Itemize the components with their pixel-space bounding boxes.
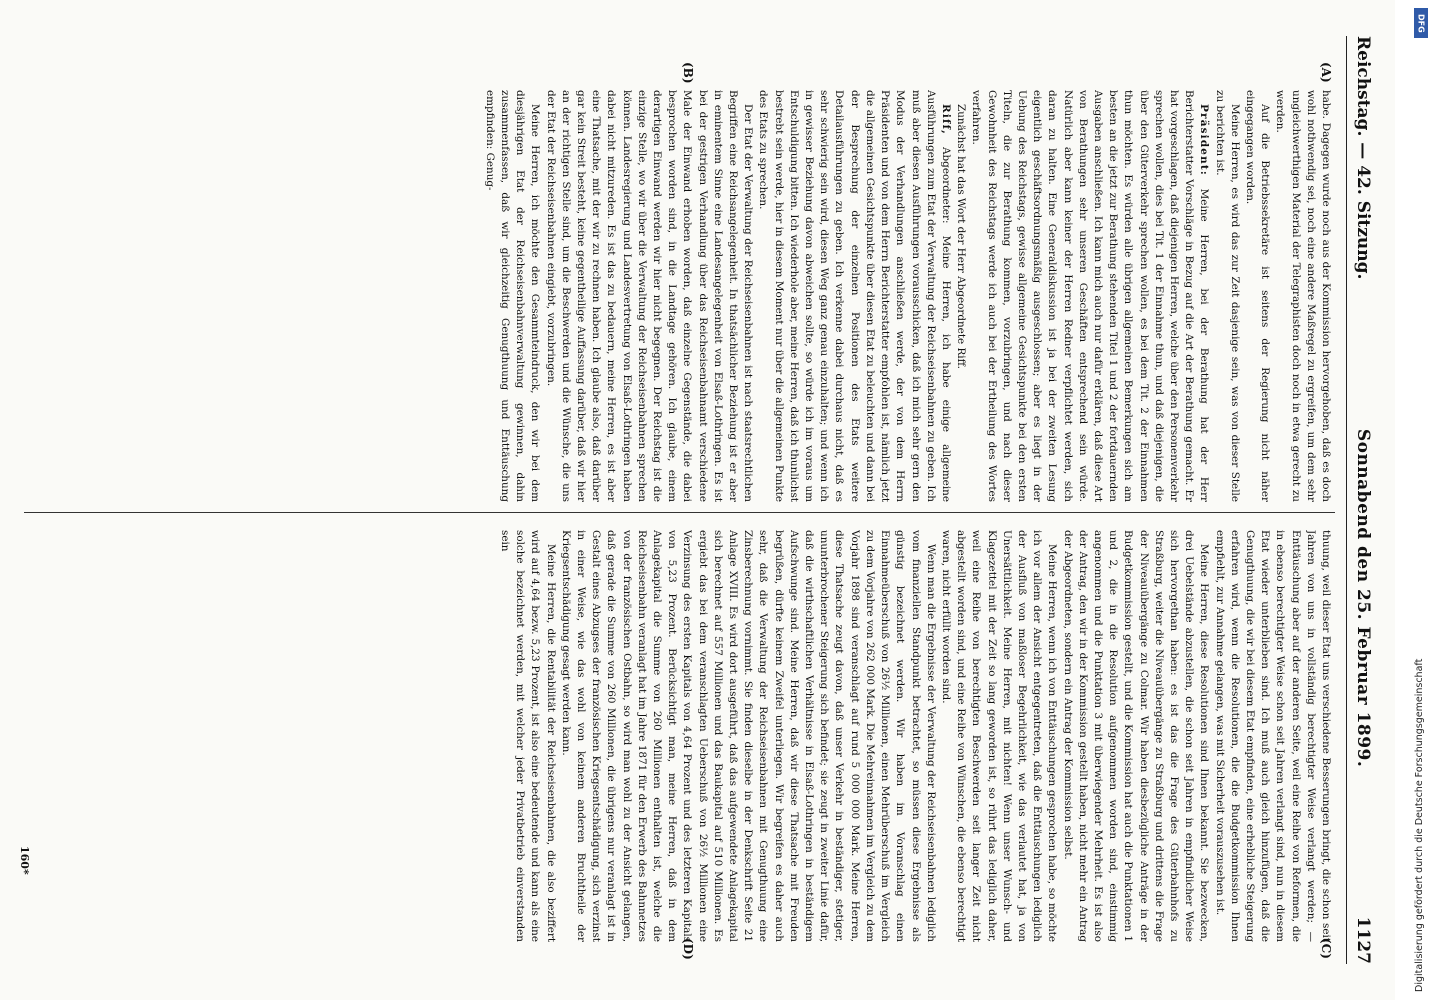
footer-number: 160*: [18, 846, 31, 875]
page-header: [1346, 36, 1377, 964]
paragraph: thuung, weil dieser Etat uns verschiedene Besserungen bringt, die schon seit Jahren von uns in vollständig berechtigter Weise verlangt werden; — Enttäuschung aber auf der anderen Seite, weil eine Reihe von Reformen, die in ebenso berechtigter Weise schon seit Jahren verlangt sind, nun in diesem Etat wieder unterblieben sind. Ich muß auch gleich hinzufügen, daß die Genugthuung, die wir bei diesem Etat empfinden, eine erhebliche Steigerung erfahren wird, wenn die Resolutionen, die die Budgetkommission Ihnen empfiehlt, zur Annahme gelangen, was mit Sicherheit vorauszusehen ist.: [1213, 530, 1332, 942]
paragraph: Meine Herren, es wird das zur Zeit dasjenige sein, was von dieser Stelle zu berichten ist.: [1213, 90, 1241, 502]
speech-text: Abgeordneter: Meine Herren, ich habe einige allgemeine Ausführungen zum Etat der Verwaltung der Reichseisenbahnen zu geben. Ich muß aber diesen Ausführungen vorausschicken, daß ich mich sehr gern den Modus der Verhandlungen anschließen werde, der von dem Herrn Präsidenten und von dem Herrn Berichterstatter empfohlen ist, nämlich jetzt die allgemeinen Gesichtspunkte über diesen Etat zu beleuchten und dann bei der Besprechung der einzelnen Positionen des Etats weitere Detailausführungen zu geben. Ich verkenne dabei durchaus nicht, daß es sehr schwierig sein wird, diesen Weg ganz genau einzuhalten; und wenn ich in gewisser Beziehung davon abweichen sollte, so würde ich im voraus um Entschuldigung bitten. Ich wiederhole aber, meine Herren, daß ich thunlichst bestrebt sein werde, hier in diesem Moment nur über die allgemeinen Punkte des Etats zu sprechen.: [757, 90, 952, 502]
dfg-logo: DFG: [1414, 8, 1428, 38]
margin-marker-a: (A): [1319, 62, 1333, 83]
paragraph: Auf die Betriebssekretäre ist seitens der Regierung nicht näher eingegangen worden.: [1243, 90, 1272, 502]
right-column: [20, 530, 1333, 942]
header-date: Sonnabend den 25. Februar 1899.: [1353, 428, 1373, 768]
paragraph: Wenn man die Ergebnisse der Verwaltung der Reichseisenbahnen lediglich vom finanziellen Standpunkt betrachtet, so müssen diese Ergebnisse als günstig bezeichnet werden. Wir haben im Voranschlag einen Einnahmeüberschuß von 26½ Millionen, einen Mehrüberschuß im Vergleich zu dem Vorjahre von 262 000 Mark. Die Mehreinnahmen im Vergleich zu dem Vorjahr 1898 sind veranschlagt auf rund 5 000 000 Mark. Meine Herren, diese Thatsache zeugt davon, daß unser Verkehr in beständiger, stetiger, ununterbrochener Steigerung sich befindet; sie zeugt in zweiter Linie dafür, daß die wirthschaftlichen Verhältnisse in Elsaß-Lothringen in beständigem Aufschwunge sind. Meine Herren, daß wir diese Thatsache mit Freuden begrüßen, dürfte keinem Zweifel unterliegen. Wir begreifen es daher auch sehr, daß die Verwaltung der Reichseisenbahnen mit Genugthuung eine Zinsberechnung vornimmt. Sie finden dieselbe in der Denkschrift Seite 21 Anlage XVIII. Es wird dort ausgeführt, daß das aufgewendete Anlagekapital sich berechnet auf 557 Millionen und das Baukapital auf 510 Millionen. Es ergiebt das bei dem veranschlagten Ueberschuß von 26½ Millionen eine Verzinsung des ersten Kapitals von 4,64 Prozent und des letzteren Kapitals von 5,23 Prozent. Berücksichtigt man, meine Herren, daß in dem Anlagekapital die Summe von 260 Millionen enthalten ist, welche die Reichseisenbahn veranlagt hat im Jahre 1871 für den Erwerb des Bahnnetzes von der französischen Ostbahn, so wird man wohl zu der Ansicht gelangen, daß gerade die Summe von 260 Millionen, die übrigens nur veranlagt ist in Gestalt eines Abzugses der französischen Kriegsentschädigung, sich verzinst in einer Weise, wie das wohl von keinem anderen Bruchtheile der Kriegsentschädigung gesagt werden kann.: [559, 530, 937, 942]
speech-paragraph: [968, 90, 1211, 502]
margin-marker-c: (C): [1319, 938, 1333, 959]
speech-text: Meine Herren, bei der Berathung hat der Herr Berichterstatter Vorschläge in Bezug auf die Art der Berathung gemacht. Er hat vorgeschlagen, daß diejenigen Herren, welche über den Personenverkehr sprechen wollen, dies bei Tit. 1 der Einnahme thun, und daß diejenigen, die über den Güterverkehr sprechen wollen, es bei dem Tit. 2 der Einnahmen thun möchten. Es würden alle übrigen allgemeinen Bemerkungen sich am besten an die jetzt zur Berathung stehenden Titel 1 und 2 der fortdauernden Ausgaben anschließen. Ich kann mich auch nur dafür erklären, daß diese Art von Berathungen sehr unseren Geschäften entsprechend sein würde. Natürlich aber kann keiner der Herren Redner verpflichtet werden, sich daran zu halten. Eine Generaldiskussion ist ja bei der zweiten Lesung eigentlich geschäftsordnungsmäßig ausgeschlossen; aber es liegt in der Uebung des Reichstags, gewisse allgemeine Gesichtspunkte bei den ersten Titeln, die zur Berathung kommen, vorzubringen, und nach dieser Gewohnheit des Reichstags werde ich auch bei der Ertheilung des Wortes verfahren.: [970, 90, 1211, 502]
paragraph: habe. Dagegen wurde noch aus der Kommission hervorgehoben, daß es doch wohl nothwendig sei, noch eine andere Maßregel zu ergreifen, um dem sehr ungleichwerthigen Material der Telegraphisten doch noch in etwa gerecht zu werden.: [1274, 90, 1332, 502]
paragraph: Meine Herren, diese Resolutionen sind Ihnen bekannt. Sie bezwecken, drei Uebelstände abzustellen, die schon seit Jahren in empfindlicher Weise sich hervorgethan haben: es ist das die Frage des Güterbahnhofs zu Straßburg, weiter die Niveauübergänge zu Straßburg und drittens die Frage der Niveauübergänge zu Colmar. Wir haben diesbezügliche Anträge in der Budgetkommission gestellt, und die Kommission hat auch die Punktationen 1 und 2, die in die Resolution aufgenommen worden sind, einstimmig angenommen und die Punktation 3 mit überwiegender Mehrheit. Es ist also der Antrag, den wir in der Kommission gestellt haben, nicht mehr ein Antrag der Abgeordneten, sondern ein Antrag der Kommission selbst.: [1061, 530, 1211, 942]
digitization-text: Digitalisierung gefördert durch die Deutsche Forschungsgemeinschaft: [1414, 658, 1425, 992]
speech-paragraph: [755, 90, 953, 502]
margin-marker-b: (B): [681, 62, 695, 84]
header-left: Reichstag. — 42. Sitzung.: [1353, 36, 1373, 280]
paragraph: Meine Herren, wenn ich von Enttäuschungen gesprochen habe, so möchte ich vor allem der Ansicht entgegentreten, daß die Enttäuschungen lediglich der Ausfluß von maßloser Begehrlichkeit, wie das verlautet hat, ja von Unersättlichkeit. Meine Herren, mit nichten! Wenn unser Wunsch- und Klagezettel mit der Zeit so lang geworden ist, so rührt das lediglich daher, weil eine Reihe von berechtigten Beschwerden seit langer Zeit nicht abgestellt worden sind, und eine Reihe von Wünschen, die ebenso berechtigt waren, nicht erfüllt worden sind.: [939, 530, 1059, 942]
speaker-name: Riff,: [939, 104, 952, 135]
paragraph: Meine Herren, die Rentabilität der Reichseisenbahnen, die also beziffert wird auf 4,64 bezw. 5,23 Prozent, ist also eine bedeutende und kann als eine solche bezeichnet werden, mit welcher jeder Privatbetrieb einverstanden sein: [499, 530, 557, 942]
page-number: 1127: [1353, 916, 1373, 964]
margin-marker-d: (D): [681, 938, 695, 960]
paragraph: Zunächst hat das Wort der Herr Abgeordnete Riff.: [955, 104, 968, 369]
column-divider: [24, 512, 1335, 513]
digitization-note: [1412, 8, 1428, 992]
left-column: [20, 90, 1333, 502]
paragraph: Meine Herren, ich möchte den Gesammteindruck, den wir bei dem diesjährigen Etat der Reichseisenbahnverwaltung gewinnen, dahin zusammenfassen, daß wir gleichzeitig Genugthuung und Enttäuschung empfinden: Genug-: [483, 90, 542, 502]
speaker-name: Präsident:: [1198, 104, 1211, 176]
paragraph: Der Etat der Verwaltung der Reichseisenbahnen ist nach staatsrechtlichen Begriffen eine Reichsangelegenheit. In thatsächlicher Beziehung ist er aber in eminentem Sinne eine Landesangelegenheit von Elsaß-Lothringen. Es ist bei der gestrigen Verhandlung über das Reichseisenbahnamt verschiedene Male der Einwand erhoben worden, daß einzelne Gegenstände, die dabei besprochen worden sind, in die Landtage gehören. Ich glaube, einem derartigen Einwand werden wir hier nicht begegnen. Der Reichstag ist die einzige Stelle, wo wir über die Verwaltung der Reichseisenbahnen sprechen können. Landesregierung und Landesvertretung von Elsaß-Lothringen haben dabei nicht mitzureden. Es ist das zu bedauern, meine Herren, es ist aber eine Thatsache, mit der wir zu rechnen haben. Ich glaube also, daß darüber gar kein Streit besteht, keine gegentheilige Auffassung darüber, daß wir hier an der richtigen Stelle sind, um die Beschwerden und die Wünsche, die uns der Etat der Reichseisenbahnen eingiebt, vorzubringen.: [544, 90, 755, 502]
